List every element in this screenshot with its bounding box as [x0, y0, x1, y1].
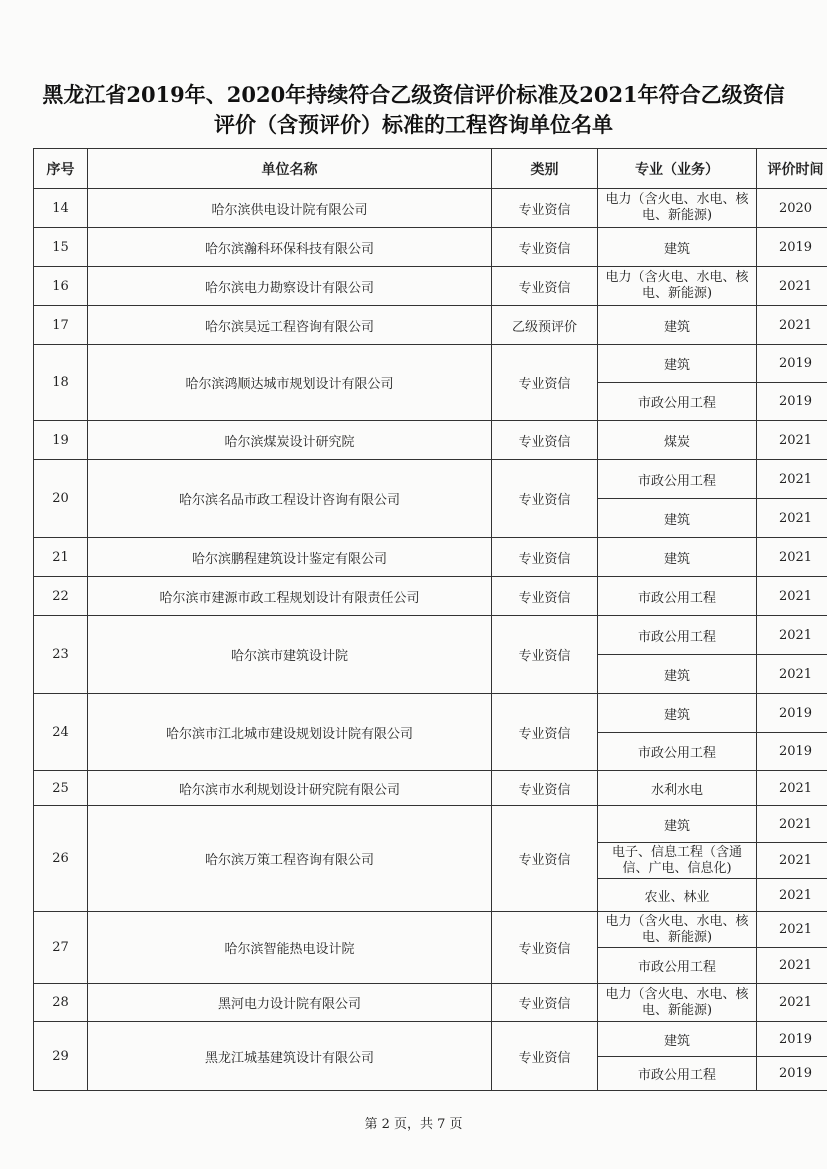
- table-row: [34, 912, 827, 948]
- specialty: 电力（含火电、水电、核电、新能源): [598, 189, 757, 228]
- serial-number: 23: [34, 616, 88, 694]
- specialty: 水利水电: [598, 771, 757, 806]
- eval-year: 2019: [757, 1022, 827, 1057]
- serial-number: 16: [34, 267, 88, 306]
- company-name: 哈尔滨万策工程咨询有限公司: [88, 806, 492, 912]
- eval-year: 2019: [757, 228, 827, 267]
- serial-number: 28: [34, 984, 88, 1022]
- company-name: 哈尔滨市水利规划设计研究院有限公司: [88, 771, 492, 806]
- eval-year: 2021: [757, 538, 827, 577]
- category: 专业资信: [492, 694, 598, 771]
- company-name: 哈尔滨智能热电设计院: [88, 912, 492, 984]
- serial-number: 15: [34, 228, 88, 267]
- eval-year: 2020: [757, 189, 827, 228]
- specialty: 建筑: [598, 538, 757, 577]
- company-name: 哈尔滨电力勘察设计有限公司: [88, 267, 492, 306]
- table-body: [34, 189, 827, 1091]
- serial-number: 27: [34, 912, 88, 984]
- table-row: [34, 306, 827, 345]
- table-row: [34, 984, 827, 1022]
- eval-year: 2019: [757, 694, 827, 733]
- specialty: 建筑: [598, 806, 757, 843]
- specialty: 电力（含火电、水电、核电、新能源): [598, 984, 757, 1022]
- eval-year: 2021: [757, 306, 827, 345]
- company-table: [33, 148, 827, 1091]
- company-name: 黑河电力设计院有限公司: [88, 984, 492, 1022]
- company-name: 哈尔滨市建筑设计院: [88, 616, 492, 694]
- specialty: 电子、信息工程（含通信、广电、信息化): [598, 843, 757, 879]
- serial-number: 18: [34, 345, 88, 421]
- specialty: 建筑: [598, 345, 757, 383]
- specialty: 建筑: [598, 655, 757, 694]
- page-number: 第 2 页，共 7 页: [364, 1117, 463, 1132]
- serial-number: 14: [34, 189, 88, 228]
- eval-year: 2019: [757, 1057, 827, 1091]
- specialty: 市政公用工程: [598, 383, 757, 421]
- category: 专业资信: [492, 460, 598, 538]
- specialty: 市政公用工程: [598, 948, 757, 984]
- eval-year: 2021: [757, 616, 827, 655]
- category: 专业资信: [492, 577, 598, 616]
- specialty: 建筑: [598, 228, 757, 267]
- specialty: 建筑: [598, 694, 757, 733]
- table-row: [34, 694, 827, 733]
- specialty: 市政公用工程: [598, 460, 757, 499]
- eval-year: 2021: [757, 948, 827, 984]
- category: 乙级预评价: [492, 306, 598, 345]
- title-line-1: 黑龙江省2019年、2020年持续符合乙级资信评价标准及2021年符合乙级资信: [42, 82, 785, 107]
- specialty: 电力（含火电、水电、核电、新能源): [598, 912, 757, 948]
- company-name: 哈尔滨市建源市政工程规划设计有限责任公司: [88, 577, 492, 616]
- serial-number: 29: [34, 1022, 88, 1091]
- category: 专业资信: [492, 984, 598, 1022]
- specialty: 市政公用工程: [598, 1057, 757, 1091]
- table-row: [34, 345, 827, 383]
- company-name: 哈尔滨鹏程建筑设计鉴定有限公司: [88, 538, 492, 577]
- specialty: 市政公用工程: [598, 616, 757, 655]
- category: 专业资信: [492, 267, 598, 306]
- category: 专业资信: [492, 538, 598, 577]
- eval-year: 2021: [757, 421, 827, 460]
- category: 专业资信: [492, 616, 598, 694]
- company-name: 哈尔滨鸿顺达城市规划设计有限公司: [88, 345, 492, 421]
- company-name: 哈尔滨市江北城市建设规划设计院有限公司: [88, 694, 492, 771]
- eval-year: 2021: [757, 460, 827, 499]
- specialty: 煤炭: [598, 421, 757, 460]
- specialty: 建筑: [598, 1022, 757, 1057]
- eval-year: 2021: [757, 771, 827, 806]
- specialty: 市政公用工程: [598, 733, 757, 771]
- table-row: [34, 577, 827, 616]
- serial-number: 21: [34, 538, 88, 577]
- table-row: [34, 806, 827, 843]
- eval-year: 2021: [757, 879, 827, 912]
- company-name: 哈尔滨名品市政工程设计咨询有限公司: [88, 460, 492, 538]
- table-row: [34, 771, 827, 806]
- header-category: 类别: [492, 149, 598, 189]
- category: 专业资信: [492, 771, 598, 806]
- eval-year: 2019: [757, 383, 827, 421]
- company-name: 哈尔滨供电设计院有限公司: [88, 189, 492, 228]
- serial-number: 26: [34, 806, 88, 912]
- category: 专业资信: [492, 1022, 598, 1091]
- company-name: 哈尔滨昊远工程咨询有限公司: [88, 306, 492, 345]
- serial-number: 17: [34, 306, 88, 345]
- company-name: 哈尔滨煤炭设计研究院: [88, 421, 492, 460]
- category: 专业资信: [492, 421, 598, 460]
- company-name: 哈尔滨瀚科环保科技有限公司: [88, 228, 492, 267]
- table-row: [34, 538, 827, 577]
- table-row: [34, 228, 827, 267]
- category: 专业资信: [492, 228, 598, 267]
- serial-number: 20: [34, 460, 88, 538]
- eval-year: 2019: [757, 345, 827, 383]
- table-row: [34, 421, 827, 460]
- specialty: 农业、林业: [598, 879, 757, 912]
- category: 专业资信: [492, 912, 598, 984]
- title-line-2: 评价（含预评价）标准的工程咨询单位名单: [214, 112, 613, 137]
- table-header-row: [34, 149, 827, 189]
- table-row: [34, 1022, 827, 1057]
- header-eval-year: 评价时间: [757, 149, 827, 189]
- table-row: [34, 267, 827, 306]
- serial-number: 19: [34, 421, 88, 460]
- serial-number: 22: [34, 577, 88, 616]
- table-row: [34, 189, 827, 228]
- specialty: 电力（含火电、水电、核电、新能源): [598, 267, 757, 306]
- serial-number: 24: [34, 694, 88, 771]
- specialty: 建筑: [598, 499, 757, 538]
- category: 专业资信: [492, 806, 598, 912]
- eval-year: 2021: [757, 912, 827, 948]
- eval-year: 2021: [757, 806, 827, 843]
- header-specialty: 专业（业务）: [598, 149, 757, 189]
- eval-year: 2021: [757, 843, 827, 879]
- table-row: [34, 616, 827, 655]
- table-row: [34, 460, 827, 499]
- eval-year: 2021: [757, 577, 827, 616]
- serial-number: 25: [34, 771, 88, 806]
- category: 专业资信: [492, 345, 598, 421]
- header-company-name: 单位名称: [88, 149, 492, 189]
- eval-year: 2021: [757, 655, 827, 694]
- specialty: 建筑: [598, 306, 757, 345]
- specialty: 市政公用工程: [598, 577, 757, 616]
- eval-year: 2021: [757, 499, 827, 538]
- header-serial: 序号: [34, 149, 88, 189]
- category: 专业资信: [492, 189, 598, 228]
- eval-year: 2021: [757, 984, 827, 1022]
- eval-year: 2021: [757, 267, 827, 306]
- page-title: [30, 80, 797, 140]
- company-name: 黑龙江城基建筑设计有限公司: [88, 1022, 492, 1091]
- eval-year: 2019: [757, 733, 827, 771]
